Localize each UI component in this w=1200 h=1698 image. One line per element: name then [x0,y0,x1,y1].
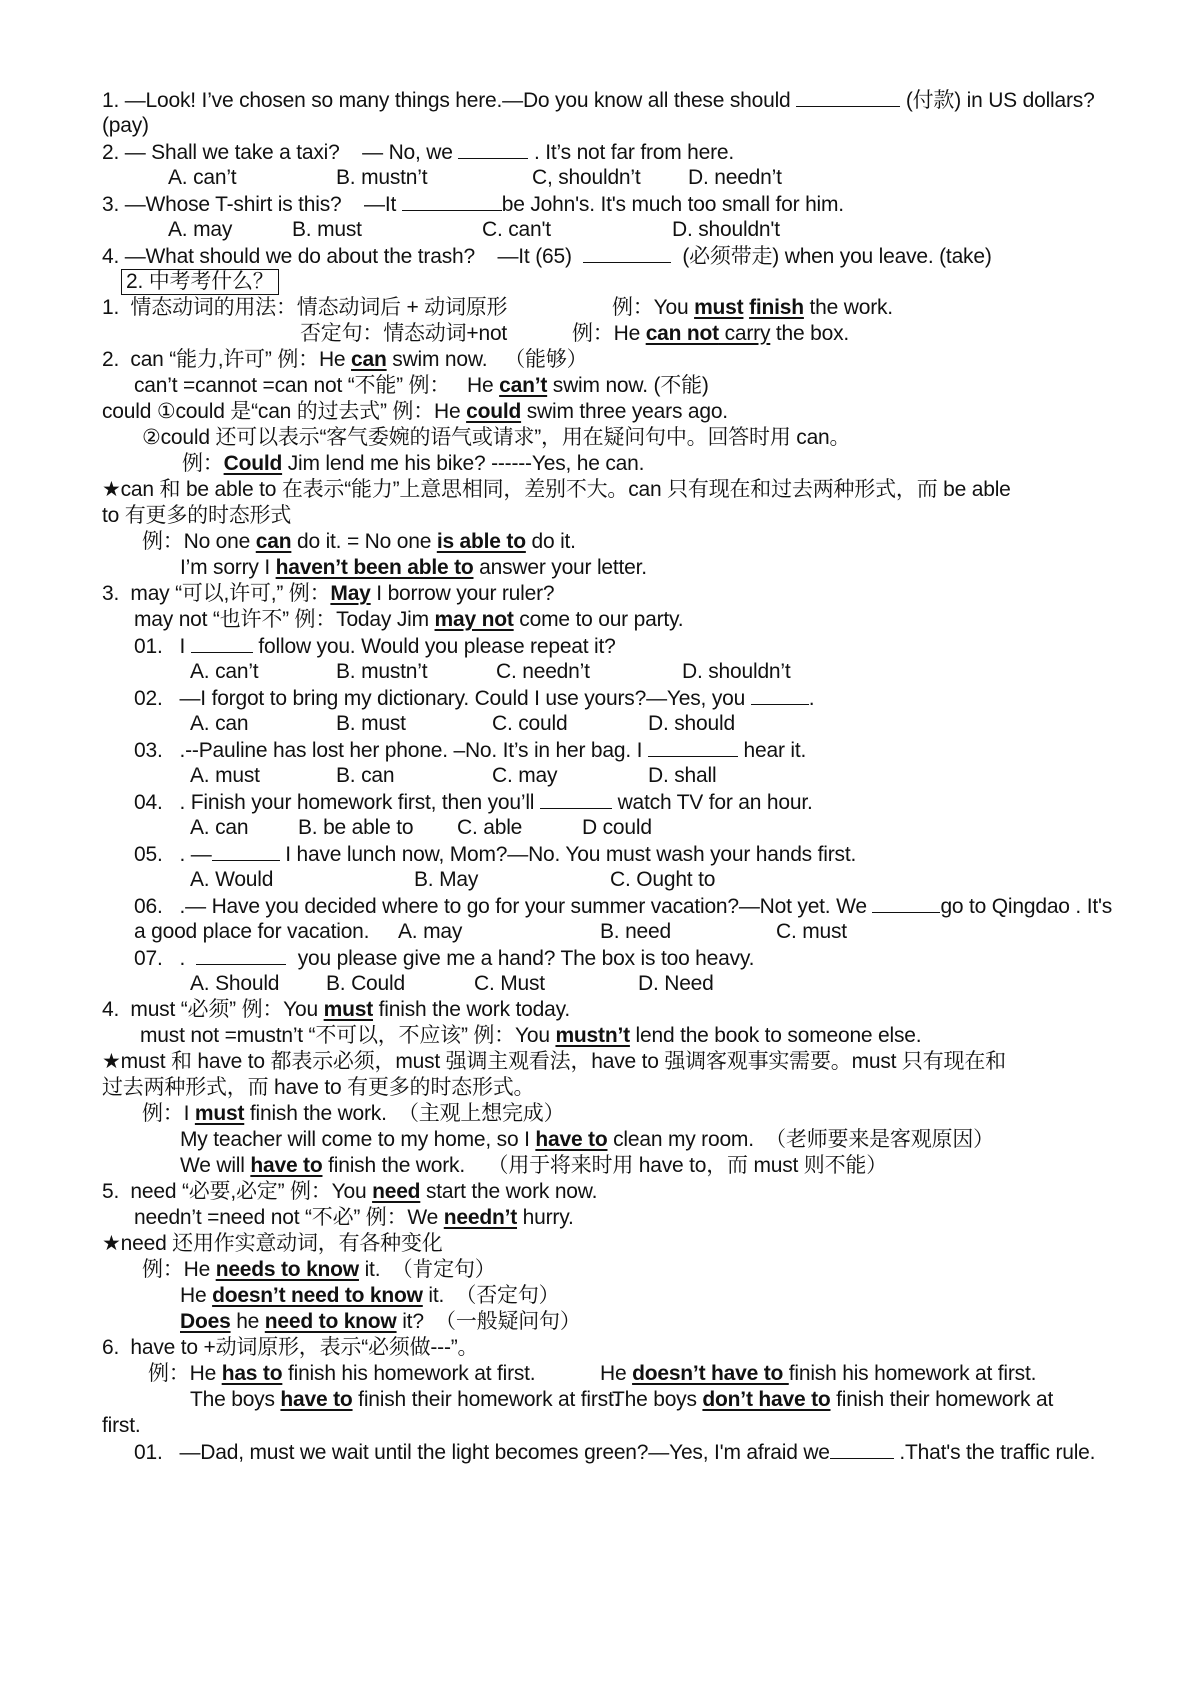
section-heading: 2. 中考考什么？ [121,268,279,296]
rule-1-negative: 否定句：情态动词+not [300,322,508,345]
exercise-option: C. Ought to [610,868,716,891]
exercise-option: B. need [600,920,671,943]
example-line: Does he need to know it? （一般疑问句） [180,1310,581,1333]
example-line: My teacher will come to my home, so I have to clean my room. （老师要来是客观原因） [180,1128,994,1151]
example-line: He doesn’t need to know it. （否定句） [180,1284,560,1307]
answer-blank[interactable] [648,736,738,757]
answer-blank[interactable] [540,788,612,809]
rule-2: 2. can “能力,许可” 例：He can swim now. （能够） [102,348,588,371]
rule-6: 6. have to +动词原形，表示“必须做---”。 [102,1336,479,1359]
exercise-option: D could [582,816,652,839]
exercise-option: C. able [457,816,523,839]
rule-4-mustnt: must not =mustn’t “不可以，不应该” 例：You mustn’t lend the book to someone else. [140,1024,922,1047]
exercise-option: D. should [648,712,735,735]
rule-3-may-not: may not “也许不” 例：Today Jim may not come to our party. [134,608,684,631]
rule-1-example: 例：You must finish the work. [612,296,893,319]
question-3-option: B. must [292,218,362,241]
rule-2-cant: can’t =cannot =can not “不能” 例： He can’t swim now. (不能) [134,374,709,397]
answer-blank[interactable] [212,840,280,861]
answer-blank[interactable] [830,1438,894,1459]
rule-2-could-example: 例：Could Jim lend me his bike? ------Yes, he can. [182,452,645,475]
note-can-be-able-to-cont: to 有更多的时态形式 [102,504,292,527]
question-2-option: A. can’t [168,166,237,189]
rule-1-negative-example: 例：He can not carry the box. [572,322,850,345]
exercise-option: B. mustn’t [336,660,428,683]
exercise-option: B. be able to [298,816,414,839]
note-need-verb: ★need 还用作实意动词，有各种变化 [102,1232,443,1255]
example-line: The boys have to finish their homework at first. [190,1388,620,1411]
answer-blank[interactable] [872,892,940,913]
exercise-option: C. Must [474,972,545,995]
exercise-option: A. Should [190,972,280,995]
exercise-option: A. can’t [190,660,259,683]
question-3-option: A. may [168,218,233,241]
note-can-be-able-to: ★can 和 be able to 在表示“能力”上意思相同，差别不大。can 只有现在和过去两种形式，而 be able [102,478,1011,501]
question-2-option: D. needn’t [688,166,782,189]
example-line: 例：He needs to know it. （肯定句） [142,1258,496,1281]
exercise-option: D. shouldn’t [682,660,791,683]
example-line: 例：I must finish the work. （主观上想完成） [142,1102,565,1125]
exercise-option: A. Would [190,868,274,891]
example-line: He doesn’t have to finish his homework at first. [600,1362,1037,1385]
rule-2-could: could ①could 是“can 的过去式” 例：He could swim three years ago. [102,400,728,423]
question-3-option: D. shouldn't [672,218,780,241]
rule-5-neednt: needn’t =need not “不必” 例：We needn’t hurry. [134,1206,574,1229]
answer-blank[interactable] [583,242,671,263]
question-3: 3. —Whose T-shirt is this? —It be John's. It's much too small for him. [102,190,844,219]
example-line-cont: first. [102,1414,141,1437]
exercise-rule6-01: 01. —Dad, must we wait until the light becomes green?—Yes, I'm afraid we .That's the traffic rule. [134,1438,1095,1467]
example-line: We will have to finish the work. （用于将来时用 have to，而 must 则不能） [180,1154,888,1177]
question-1-cont: (pay) [102,114,149,137]
question-4: 4. —What should we do about the trash? —It (65) (必须带走) when you leave. (take) [102,242,992,271]
exercise-04: 04. . Finish your homework first, then you’ll watch TV for an hour. [134,788,813,817]
question-1: 1. —Look! I’ve chosen so many things here.—Do you know all these should (付款) in US dollars? [102,86,1095,115]
exercise-option: A. may [398,920,463,943]
exercise-06-cont: a good place for vacation. [134,920,370,943]
question-2-option: B. mustn’t [336,166,428,189]
rule-4: 4. must “必须” 例：You must finish the work today. [102,998,570,1021]
rule-1: 1. 情态动词的用法：情态动词后 + 动词原形 [102,296,508,319]
exercise-option: D. shall [648,764,717,787]
exercise-option: A. can [190,816,249,839]
exercise-03: 03. .--Pauline has lost her phone. –No. It’s in her bag. I hear it. [134,736,806,765]
exercise-option: C. could [492,712,568,735]
note-must-have-to: ★must 和 have to 都表示必须，must 强调主观看法，have to 强调客观事实需要。must 只有现在和 [102,1050,1006,1073]
exercise-05: 05. . — I have lunch now, Mom?—No. You must wash your hands first. [134,840,856,869]
exercise-option: B. must [336,712,406,735]
question-3-option: C. can't [482,218,551,241]
answer-blank[interactable] [196,944,286,965]
exercise-02: 02. —I forgot to bring my dictionary. Could I use yours?—Yes, you . [134,684,814,713]
example-line: I’m sorry I haven’t been able to answer your letter. [180,556,647,579]
example-line: 例：He has to finish his homework at first. [148,1362,536,1385]
exercise-06: 06. .— Have you decided where to go for your summer vacation?—Not yet. We go to Qingdao . It's [134,892,1112,921]
exercise-option: C. needn’t [496,660,590,683]
example-line: 例：No one can do it. = No one is able to do it. [142,530,576,553]
answer-blank[interactable] [191,632,253,653]
answer-blank[interactable] [796,86,900,107]
question-2: 2. — Shall we take a taxi? — No, we . It’s not far from here. [102,138,734,167]
question-2-option: C, shouldn’t [532,166,641,189]
rule-3: 3. may “可以,许可,” 例：May I borrow your ruler? [102,582,555,605]
exercise-07: 07. . you please give me a hand? The box is too heavy. [134,944,754,973]
note-must-have-to-cont: 过去两种形式，而 have to 有更多的时态形式。 [102,1076,535,1099]
exercise-option: B. can [336,764,395,787]
exercise-option: D. Need [638,972,714,995]
exercise-01: 01. I follow you. Would you please repeat it? [134,632,616,661]
answer-blank[interactable] [458,138,528,159]
exercise-option: B. Could [326,972,405,995]
answer-blank[interactable] [751,684,809,705]
rule-2-could-polite: ②could 还可以表示“客气委婉的语气或请求”，用在疑问句中。回答时用 can。 [142,426,851,449]
exercise-option: C. may [492,764,558,787]
rule-5: 5. need “必要,必定” 例：You need start the work now. [102,1180,598,1203]
answer-blank[interactable] [402,190,502,211]
exercise-option: B. May [414,868,479,891]
exercise-option: C. must [776,920,847,943]
exercise-option: A. must [190,764,260,787]
example-line: The boys don’t have to finish their homework at [612,1388,1054,1411]
exercise-option: A. can [190,712,249,735]
